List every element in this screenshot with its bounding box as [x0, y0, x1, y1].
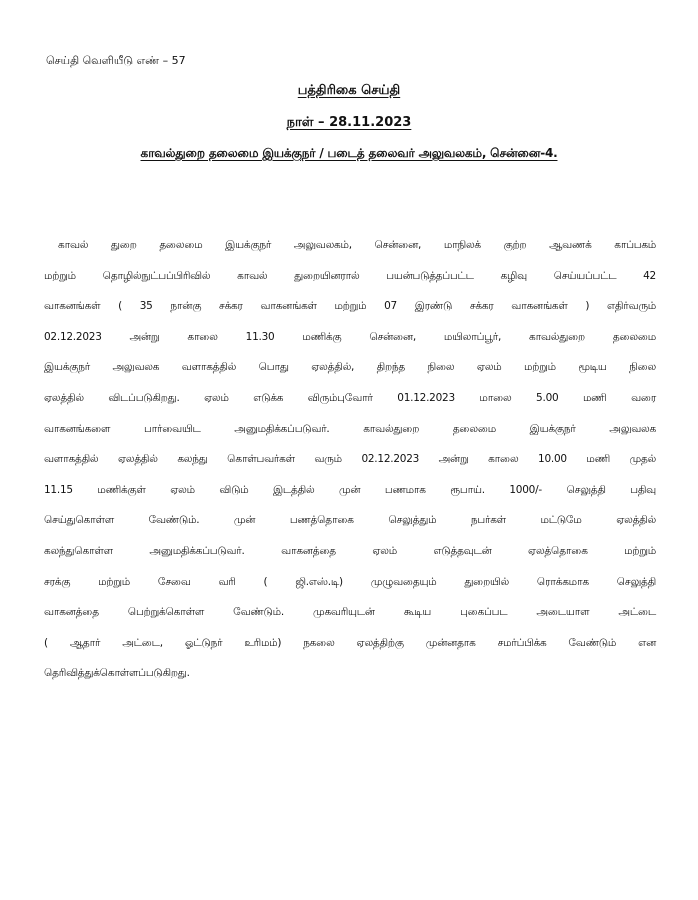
body-line: ஏலத்தில் விடப்படுகிறது. ஏலம் எடுக்க விரும்புவோர் 01.12.2023 மாலை 5.00 மணி வரை [44, 391, 656, 404]
body-line: காவல் துறை தலைமை இயக்குநர் அலுவலகம், சென்னை, மாநிலக் குற்ற ஆவணக் காப்பகம் [58, 239, 656, 251]
body-line: வாகனங்கள் ( 35 நான்கு சக்கர வாகனங்கள் மற்றும் 07 இரண்டு சக்கர வாகனங்கள் ) எதிர்வரும் [44, 300, 656, 313]
body-line: ( ஆதார் அட்டை, ஓட்டுநர் உரிமம்) நகலை ஏலத்திற்கு முன்னதாக சமர்ப்பிக்க வேண்டும் என [44, 636, 656, 649]
body-line: வளாகத்தில் ஏலத்தில் கலந்து கொள்பவர்கள் வரும் 02.12.2023 அன்று காலை 10.00 மணி முதல் [44, 453, 656, 466]
document-title: பத்திரிகை செய்தி [297, 83, 401, 98]
body-line: வாகனத்தை பெற்றுக்கொள்ள வேண்டும். முகவரியுடன் கூடிய புகைப்பட அடையாள அட்டை [44, 606, 656, 619]
release-date: நாள் – 28.11.2023 [286, 115, 412, 130]
release-number: செய்தி வெளியீடு எண் – 57 [46, 54, 186, 67]
body-line: வாகனங்களை பார்வையிட அனுமதிக்கப்படுவர். காவல்துறை தலைமை இயக்குநர் அலுவலக [44, 422, 656, 435]
press-release-body [44, 230, 656, 689]
issuing-office: காவல்துறை தலைமை இயக்குநர் / படைத் தலைவர் அலுவலகம், சென்னை-4. [140, 146, 558, 160]
body-line: கலந்துகொள்ள அனுமதிக்கப்படுவர். வாகனத்தை ஏலம் எடுத்தவுடன் ஏலத்தொகை மற்றும் [44, 544, 656, 557]
body-line: தெரிவித்துக்கொள்ளப்படுகிறது. [44, 667, 190, 680]
body-line: இயக்குநர் அலுவலக வளாகத்தில் பொது ஏலத்தில், திறந்த நிலை ஏலம் மற்றும் மூடிய நிலை [44, 361, 656, 374]
body-line: 11.15 மணிக்குள் ஏலம் விடும் இடத்தில் முன் பணமாக ரூபாய். 1000/- செலுத்தி பதிவு [44, 483, 656, 496]
body-line: சரக்கு மற்றும் சேவை வரி ( ஜி.எஸ்.டி) முழுவதையும் துறையில் ரொக்கமாக செலுத்தி [44, 575, 656, 588]
body-line: 02.12.2023 அன்று காலை 11.30 மணிக்கு சென்னை, மயிலாப்பூர், காவல்துறை தலைமை [44, 330, 656, 343]
body-line: செய்துகொள்ள வேண்டும். முன் பணத்தொகை செலுத்தும் நபர்கள் மட்டுமே ஏலத்தில் [44, 514, 656, 527]
body-line: மற்றும் தொழில்நுட்பப்பிரிவில் காவல் துறையினரால் பயன்படுத்தப்பட்ட கழிவு செய்யப்பட்ட 42 [44, 269, 656, 282]
